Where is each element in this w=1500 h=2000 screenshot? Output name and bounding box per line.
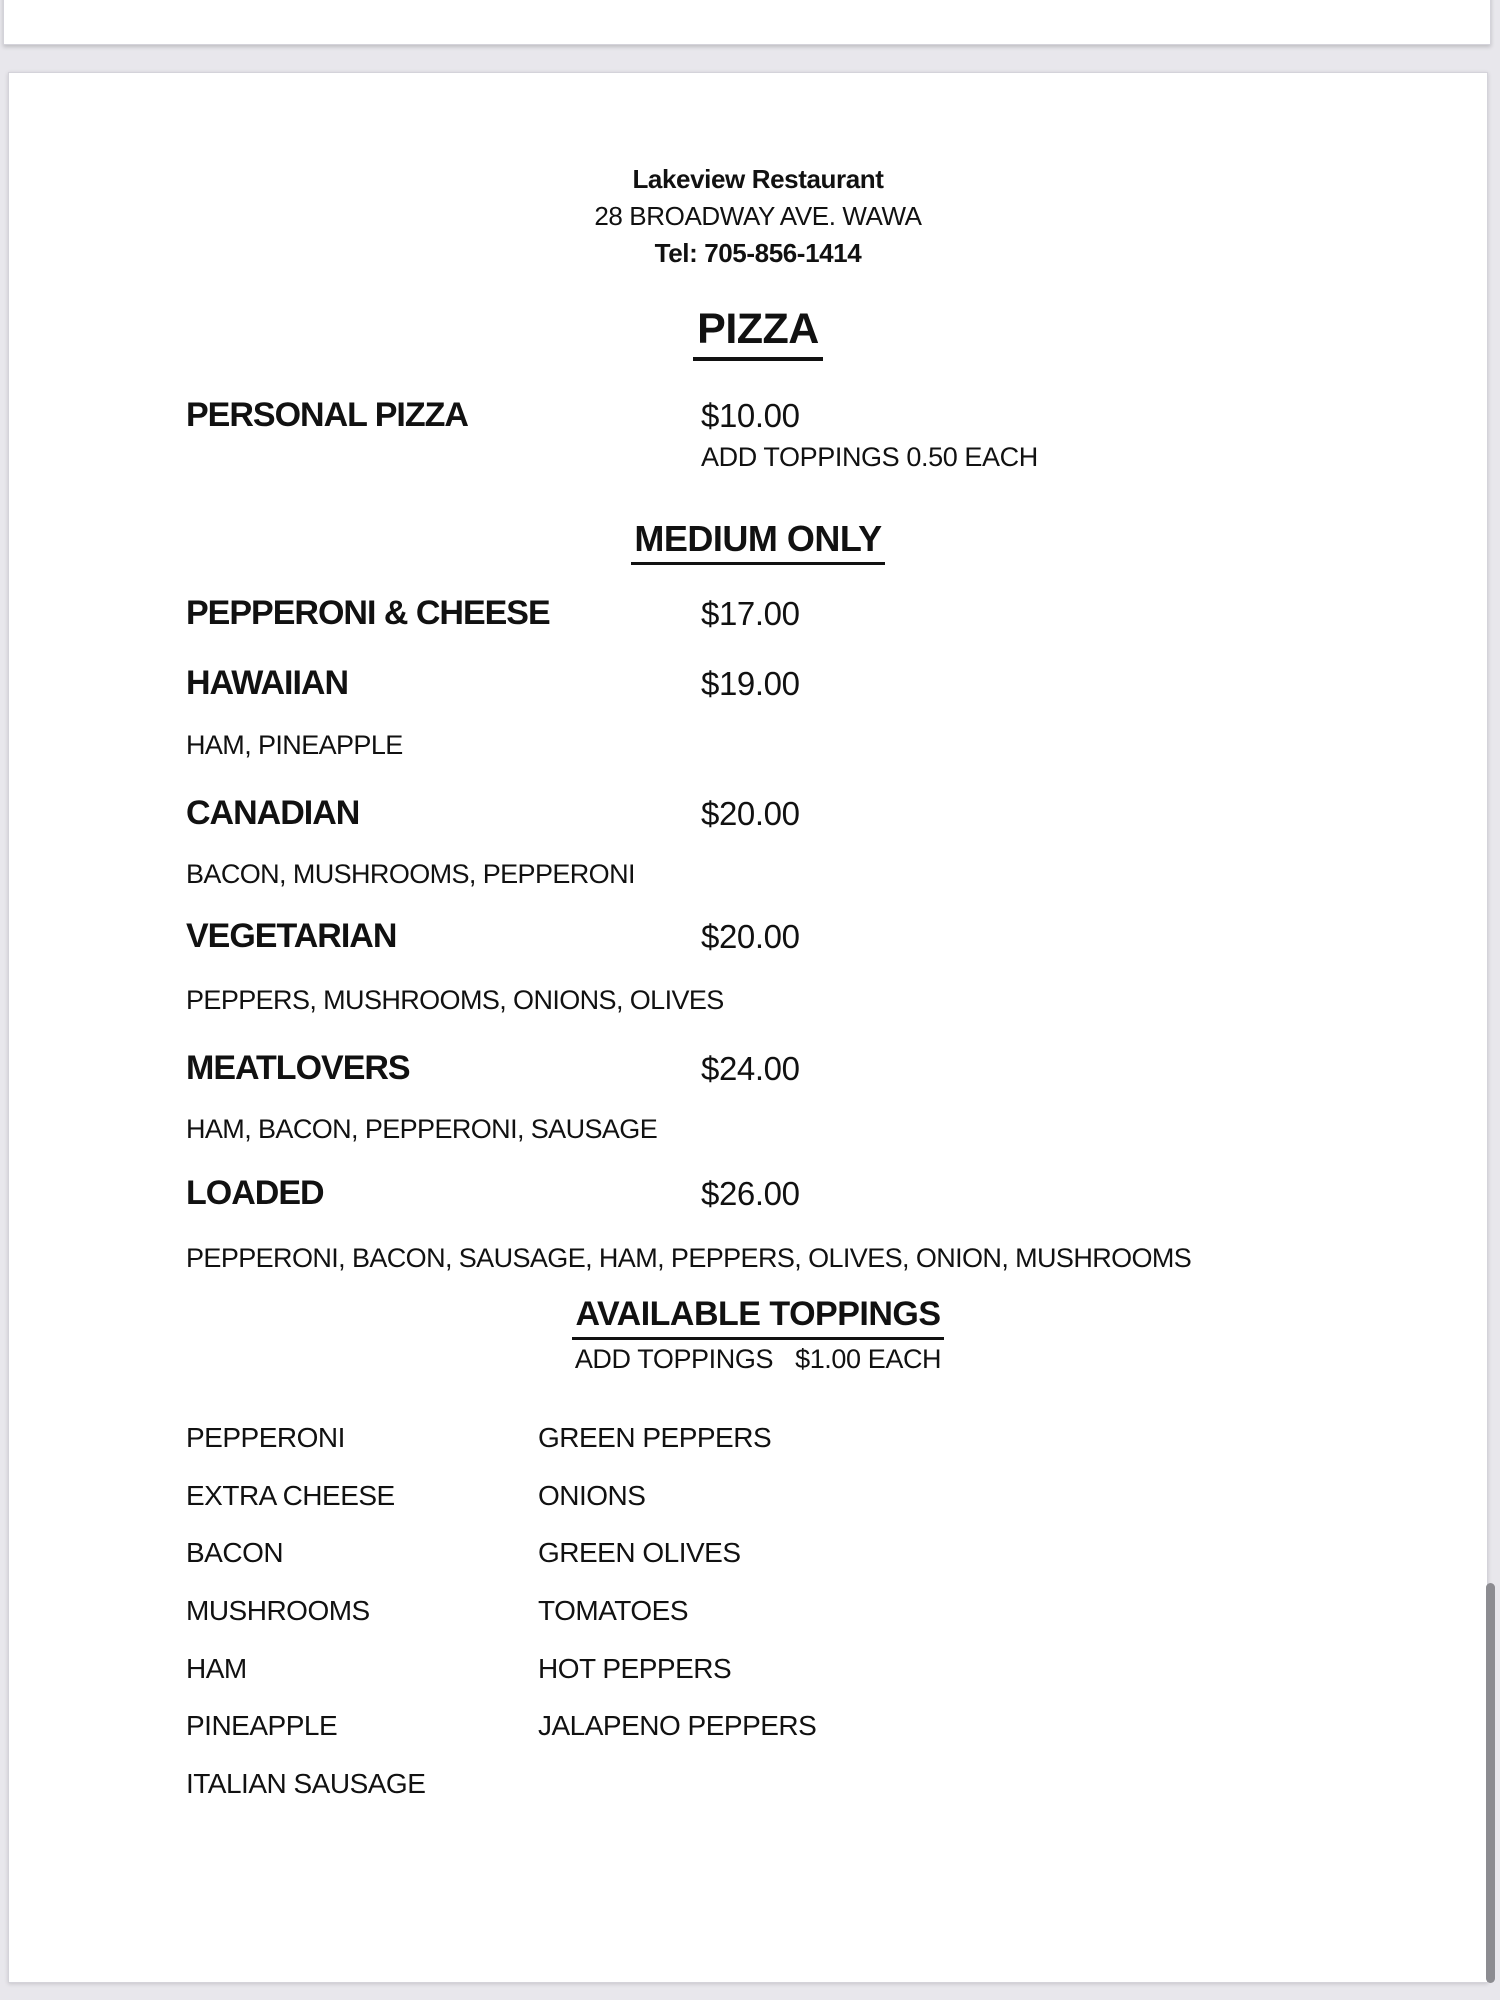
menu-item-loaded	[186, 1174, 1330, 1213]
menu-title: PIZZA	[693, 305, 823, 361]
item-price: $26.00	[701, 1175, 800, 1212]
menu-item-meatlovers	[186, 1049, 1330, 1088]
item-price: $24.00	[701, 1050, 800, 1087]
toppings-note-prefix: ADD TOPPINGS	[574, 1344, 774, 1374]
menu-item-pepperoni-cheese	[186, 594, 1330, 633]
toppings-note-price: $1.00 EACH	[795, 1344, 942, 1374]
item-price: $20.00	[701, 918, 800, 955]
topping-item: MUSHROOMS	[186, 1595, 370, 1626]
previous-page-edge	[3, 0, 1491, 45]
menu-item-canadian	[186, 794, 1330, 833]
available-toppings-heading: AVAILABLE TOPPINGS	[572, 1295, 943, 1340]
item-name: VEGETARIAN	[186, 917, 397, 955]
toppings-price-note	[186, 1344, 1330, 1375]
item-name: PEPPERONI & CHEESE	[186, 594, 550, 632]
item-description: BACON, MUSHROOMS, PEPPERONI	[186, 859, 635, 889]
available-toppings-heading-line	[186, 1295, 1330, 1340]
item-name: MEATLOVERS	[186, 1049, 410, 1087]
topping-item: JALAPENO PEPPERS	[538, 1710, 817, 1741]
topping-item: HAM	[186, 1653, 247, 1684]
medium-only-heading-line	[186, 518, 1330, 565]
medium-only-heading: MEDIUM ONLY	[631, 518, 884, 565]
item-description: PEPPERONI, BACON, SAUSAGE, HAM, PEPPERS, OLIVES, ONION, MUSHROOMS	[186, 1243, 1192, 1273]
item-description: HAM, BACON, PEPPERONI, SAUSAGE	[186, 1114, 658, 1144]
topping-item: ONIONS	[538, 1480, 646, 1511]
item-price: $19.00	[701, 665, 800, 702]
menu-item-vegetarian	[186, 917, 1330, 956]
menu-page	[8, 72, 1488, 1983]
topping-item: GREEN PEPPERS	[538, 1422, 772, 1453]
item-name: HAWAIIAN	[186, 664, 348, 702]
item-name: LOADED	[186, 1174, 324, 1212]
item-name: PERSONAL PIZZA	[186, 396, 468, 434]
topping-item: TOMATOES	[538, 1595, 689, 1626]
menu-item-personal-pizza	[186, 396, 1330, 435]
item-price: $17.00	[701, 595, 800, 632]
restaurant-name: Lakeview Restaurant	[632, 164, 884, 194]
restaurant-phone: Tel: 705-856-1414	[654, 238, 862, 268]
item-description: PEPPERS, MUSHROOMS, ONIONS, OLIVES	[186, 985, 724, 1015]
menu-title-line	[186, 305, 1330, 361]
topping-item: PEPPERONI	[186, 1422, 345, 1453]
item-price: $10.00	[701, 397, 800, 434]
topping-item: PINEAPPLE	[186, 1710, 338, 1741]
item-description: HAM, PINEAPPLE	[186, 730, 403, 760]
personal-pizza-note: ADD TOPPINGS 0.50 EACH	[701, 442, 1038, 472]
topping-item: HOT PEPPERS	[538, 1653, 732, 1684]
item-price: $20.00	[701, 795, 800, 832]
scrollbar-thumb[interactable]	[1486, 1583, 1495, 1983]
topping-item: GREEN OLIVES	[538, 1537, 741, 1568]
menu-item-hawaiian	[186, 664, 1330, 703]
topping-item: ITALIAN SAUSAGE	[186, 1768, 426, 1799]
topping-item: BACON	[186, 1537, 284, 1568]
restaurant-address: 28 BROADWAY AVE. WAWA	[594, 201, 922, 231]
item-name: CANADIAN	[186, 794, 360, 832]
topping-item: EXTRA CHEESE	[186, 1480, 395, 1511]
